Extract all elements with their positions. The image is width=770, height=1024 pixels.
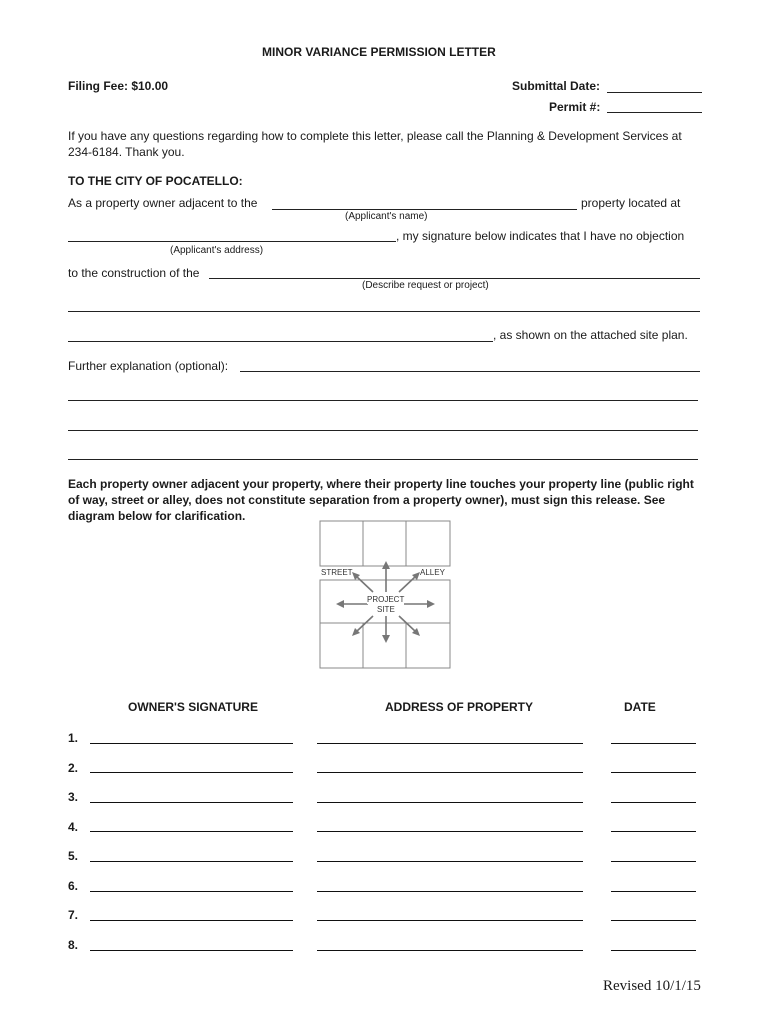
project-label-line1: PROJECT: [367, 595, 405, 604]
permit-field[interactable]: [607, 112, 702, 113]
project-label-line2: SITE: [377, 605, 395, 614]
submittal-date-label: Submittal Date:: [512, 79, 601, 93]
further-explanation-line-2[interactable]: [68, 400, 698, 401]
date-field[interactable]: [611, 743, 696, 744]
date-field[interactable]: [611, 920, 696, 921]
signature-field[interactable]: [90, 861, 293, 862]
date-field[interactable]: [611, 831, 696, 832]
row-number: 7.: [68, 908, 79, 922]
date-field[interactable]: [611, 802, 696, 803]
date-field[interactable]: [611, 772, 696, 773]
permit-label: Permit #:: [549, 100, 601, 114]
project-description-line-3[interactable]: [68, 341, 493, 342]
intro-text: If you have any questions regarding how to complete this letter, please call the Planning & Development Services at 234-6184. Thank you.: [68, 129, 682, 159]
further-explanation-field[interactable]: [240, 371, 700, 372]
submittal-date-field[interactable]: [607, 92, 702, 93]
signature-field[interactable]: [90, 802, 293, 803]
address-field[interactable]: [317, 950, 583, 951]
address-field[interactable]: [317, 802, 583, 803]
applicant-address-caption: (Applicant's address): [170, 245, 264, 256]
applicant-name-caption: (Applicant's name): [345, 211, 428, 222]
address-header: ADDRESS OF PROPERTY: [385, 700, 534, 714]
describe-caption: (Describe request or project): [362, 280, 489, 291]
row-number: 5.: [68, 849, 79, 863]
signature-text: , my signature below indicates that I have no objection: [396, 229, 685, 243]
further-explanation-label: Further explanation (optional):: [68, 359, 229, 373]
row-number: 1.: [68, 731, 79, 745]
owner-prefix-text: As a property owner adjacent to the: [68, 196, 258, 210]
instructions-text: Each property owner adjacent your property, where their property line touches your property line (public right of way, street or alley, does not constitute separation from a property owner), must sign this release. See diagram below for clarification.: [68, 477, 694, 523]
street-label: STREET: [321, 568, 353, 577]
page-title: MINOR VARIANCE PERMISSION LETTER: [262, 45, 496, 59]
revision-footer: Revised 10/1/15: [603, 978, 701, 994]
address-field[interactable]: [317, 891, 583, 892]
signature-field[interactable]: [90, 920, 293, 921]
date-field[interactable]: [611, 891, 696, 892]
owner-suffix-text: property located at: [581, 196, 681, 210]
date-field[interactable]: [611, 950, 696, 951]
alley-label: ALLEY: [420, 568, 445, 577]
date-field[interactable]: [611, 861, 696, 862]
further-explanation-line-4[interactable]: [68, 459, 698, 460]
signature-field[interactable]: [90, 831, 293, 832]
applicant-address-field[interactable]: [68, 241, 396, 242]
signature-field[interactable]: [90, 891, 293, 892]
signature-field[interactable]: [90, 772, 293, 773]
construction-prefix-text: to the construction of the: [68, 266, 200, 280]
row-number: 4.: [68, 820, 79, 834]
date-header: DATE: [624, 700, 656, 714]
signature-field[interactable]: [90, 743, 293, 744]
signature-field[interactable]: [90, 950, 293, 951]
project-description-field[interactable]: [209, 278, 700, 279]
address-field[interactable]: [317, 920, 583, 921]
address-field[interactable]: [317, 772, 583, 773]
owner-signature-header: OWNER'S SIGNATURE: [128, 700, 258, 714]
row-number: 3.: [68, 790, 79, 804]
address-field[interactable]: [317, 861, 583, 862]
row-number: 6.: [68, 879, 79, 893]
salutation: TO THE CITY OF POCATELLO:: [68, 174, 243, 188]
row-number: 8.: [68, 938, 79, 952]
site-plan-text: , as shown on the attached site plan.: [493, 328, 688, 342]
project-description-line-2[interactable]: [68, 311, 700, 312]
filing-fee: Filing Fee: $10.00: [68, 79, 169, 93]
address-field[interactable]: [317, 831, 583, 832]
further-explanation-line-3[interactable]: [68, 430, 698, 431]
applicant-name-field[interactable]: [272, 209, 577, 210]
address-field[interactable]: [317, 743, 583, 744]
row-number: 2.: [68, 761, 79, 775]
